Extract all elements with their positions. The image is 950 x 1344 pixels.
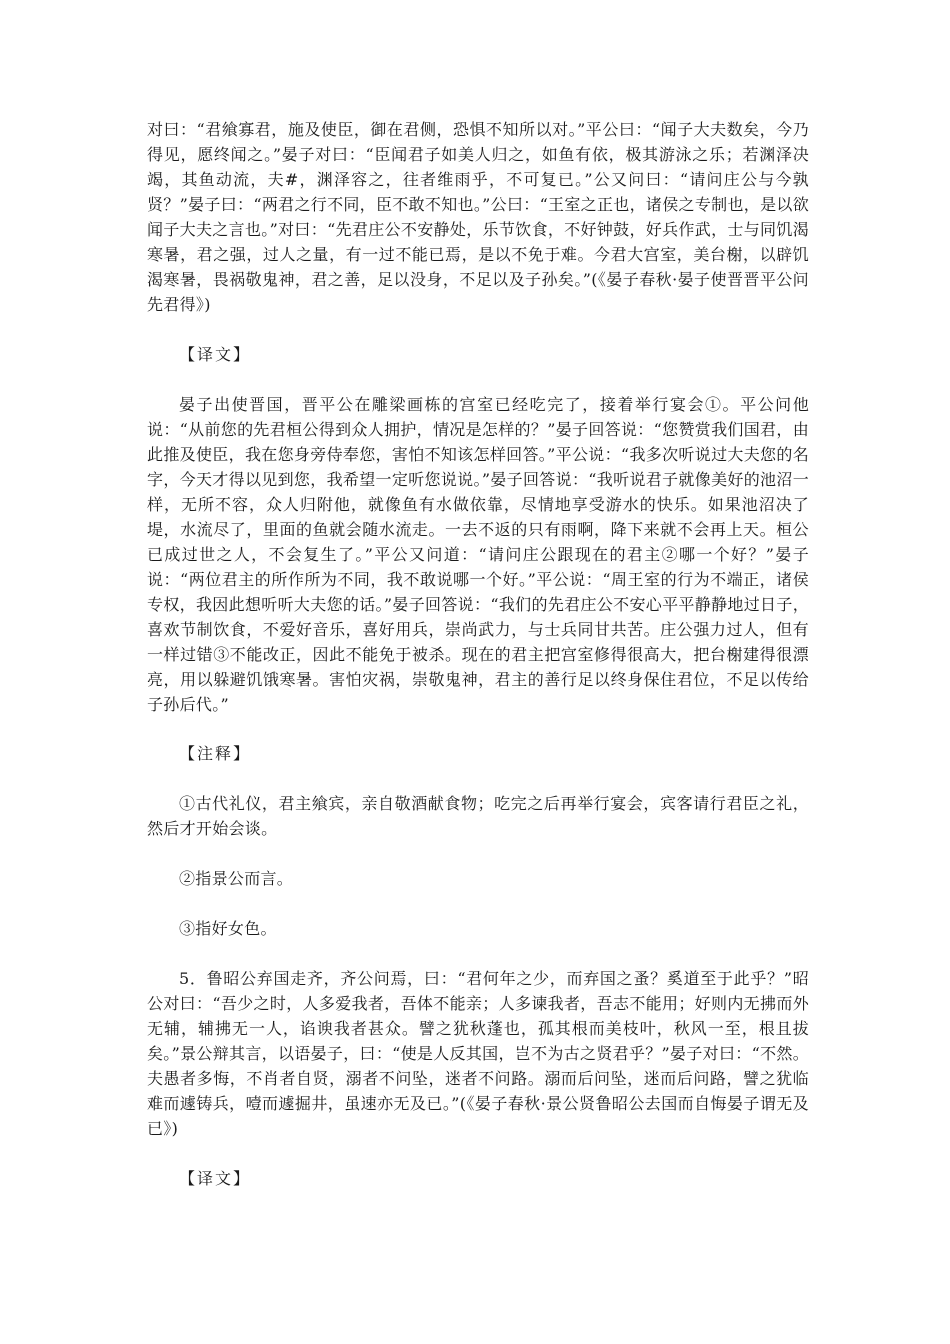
translation-heading-1: 【译文】: [179, 345, 252, 364]
classical-text-paragraph-5: 5．鲁昭公弃国走齐，齐公问焉，曰：“君何年之少，而弃国之蚤？奚道至于此乎？”昭公对曰：“吾少之时，人多爱我者，吾体不能亲；人多谏我者，吾志不能用；好则内无拂而外无辅，辅拂无一人，谄谀我者甚众。譬之犹秋蓬也，孤其根而美枝叶，秋风一至，根且拔矣。”景公辩其言，以语晏子，曰：“使是人反其国，岂不为古之贤君乎？”晏子对曰：“不然。夫愚者多悔，不肖者自贤，溺者不问坠，迷者不问路。溺而后问坠，迷而后问路，譬之犹临难而遽铸兵，噎而遽掘井，虽速亦无及已。”(《晏子春秋·景公贤鲁昭公去国而自悔晏子谓无及已》): [147, 969, 809, 1138]
translation-heading-2: 【译文】: [179, 1169, 252, 1188]
classical-text-paragraph-1: 对曰：“君飨寡君，施及使臣，御在君侧，恐惧不知所以对。”平公曰：“闻子大夫数矣，今乃得见，愿终闻之。”晏子对曰：“臣闻君子如美人归之，如鱼有依，极其游泳之乐；若渊泽决竭，其鱼动流，夫#，渊泽容之，往者维雨乎，不可复已。”公又问曰：“请问庄公与今孰贤？”晏子曰：“两君之行不同，臣不敢不知也。”公曰：“王室之正也，诸侯之专制也，是以欲闻子大夫之言也。”对曰：“先君庄公不安静处，乐节饮食，不好钟鼓，好兵作武，士与同饥渴寒暑，君之强，过人之量，有一过不能已焉，是以不免于难。今君大宫室，美台榭，以辟饥渴寒暑，畏祸敬鬼神，君之善，足以没身，不足以及子孙矣。”(《晏子春秋·晏子使晋晋平公问先君得》): [147, 120, 809, 314]
notes-heading: 【注释】: [179, 744, 252, 763]
note-1: ①古代礼仪，君主飨宾，亲自敬酒献食物；吃完之后再举行宴会，宾客请行君臣之礼，然后才开始会谈。: [147, 794, 809, 838]
translation-paragraph-1: 晏子出使晋国，晋平公在雕梁画栋的宫室已经吃完了，接着举行宴会①。平公问他说：“从前您的先君桓公得到众人拥护，情况是怎样的？”晏子回答说：“您赞赏我们国君，由此推及使臣，我在您身旁侍奉您，害怕不知该怎样回答。”平公说：“我多次听说过大夫您的名字，今天才得以见到您，我希望一定听您说说。”晏子回答说：“我听说君子就像美好的池沼一样，无所不容，众人归附他，就像鱼有水做依靠，尽情地享受游水的快乐。如果池沼决了堤，水流尽了，里面的鱼就会随水流走。一去不返的只有雨啊，降下来就不会再上天。桓公已成过世之人，不会复生了。”平公又问道：“请问庄公跟现在的君主②哪一个好？”晏子说：“两位君主的所作所为不同，我不敢说哪一个好。”平公说：“周王室的行为不端正，诸侯专权，我因此想听听大夫您的话。”晏子回答说：“我们的先君庄公不安心平平静静地过日子，喜欢节制饮食，不爱好音乐，喜好用兵，崇尚武力，与士兵同甘共苦。庄公强力过人，但有一样过错③不能改正，因此不能免于被杀。现在的君主把宫室修得很高大，把台榭建得很漂亮，用以躲避饥饿寒暑。害怕灾祸，崇敬鬼神，君主的善行足以终身保住君位，不足以传给子孙后代。”: [147, 395, 809, 714]
note-3: ③指好女色。: [179, 919, 277, 938]
note-2: ②指景公而言。: [179, 869, 294, 888]
